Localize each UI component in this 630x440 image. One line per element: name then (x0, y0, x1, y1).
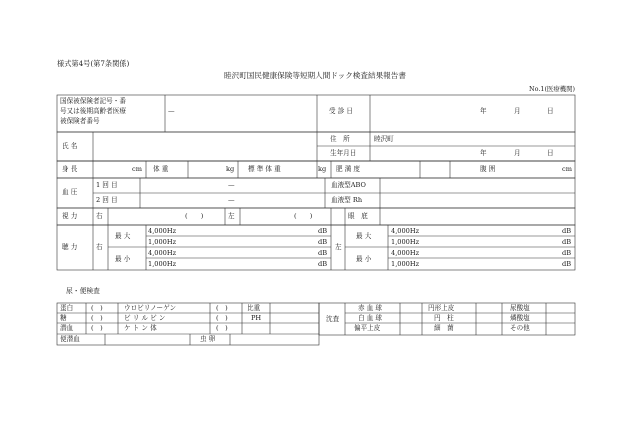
urine-sugar-field[interactable]: ( ) (91, 314, 103, 322)
vision-right-label: 右 (96, 212, 103, 220)
bilirubin-field[interactable]: ( ) (216, 314, 228, 322)
urine-blood-label: 潜血 (60, 324, 74, 332)
hearing-left-min-label: 最 小 (356, 255, 372, 263)
page-title: 睦沢町国民健康保険等短期人間ドック検査結果報告書 (224, 71, 406, 80)
db-unit: dB (318, 260, 328, 268)
page-number: No.1(医療機関) (529, 85, 575, 93)
parasite-egg-label: 虫 卵 (200, 335, 216, 343)
waist-label: 腹 囲 (480, 165, 496, 173)
vision-label: 視 力 (62, 212, 78, 220)
hearing-left-max-label: 最 大 (356, 232, 372, 240)
hearing-label: 聴 力 (62, 243, 78, 251)
birth-month[interactable]: 月 (514, 149, 521, 157)
waist-unit: cm (562, 165, 572, 173)
urine-protein-label: 蛋白 (60, 304, 74, 312)
db-unit: dB (318, 227, 328, 235)
exam-date-label: 受 診 日 (329, 107, 353, 115)
urine-blood-field[interactable]: ( ) (91, 324, 103, 332)
weight-label: 体 重 (153, 165, 169, 173)
insured-label-2: 号又は後期高齢者医療 (60, 107, 126, 115)
hearing-right-min-4000: 4,000Hz (148, 249, 177, 257)
ketone-label: ケ ト ン 体 (124, 324, 157, 332)
specific-gravity-label: 比重 (247, 304, 261, 312)
stool-blood-label: 便潜血 (60, 335, 80, 343)
weight-unit: kg (226, 165, 235, 173)
db-unit: dB (318, 249, 328, 257)
round-epi-label: 円形上皮 (428, 304, 455, 312)
hearing-left-max-1000: 1,000Hz (391, 238, 420, 246)
blood-type-abo-label: 血液型ABO (331, 181, 366, 189)
db-unit: dB (562, 238, 572, 246)
hearing-right-label: 右 (96, 243, 103, 251)
bp-second-label: 2 回 目 (96, 196, 118, 204)
cast-label: 円 柱 (434, 314, 454, 322)
vision-left-field[interactable]: ( ) (294, 212, 313, 220)
bp-label: 血 圧 (62, 188, 78, 196)
db-unit: dB (562, 260, 572, 268)
rbc-label: 赤 血 球 (358, 304, 382, 312)
other-label: その他 (510, 324, 530, 332)
hearing-left-max-4000: 4,000Hz (391, 227, 420, 235)
insured-number-field[interactable]: — (168, 107, 175, 115)
urine-section-title: 尿・便検査 (66, 287, 100, 295)
hearing-left-label: 左 (335, 243, 342, 251)
squamous-label: 偏平上皮 (354, 324, 381, 332)
birth-day[interactable]: 日 (547, 149, 554, 157)
phosphate-label: 燐酸塩 (510, 314, 530, 322)
birth-year[interactable]: 年 (480, 149, 487, 157)
std-weight-unit: kg (318, 165, 327, 173)
sediment-label: 沈査 (326, 315, 340, 323)
address-field[interactable]: 睦沢町 (374, 135, 394, 143)
db-unit: dB (562, 227, 572, 235)
db-unit: dB (562, 249, 572, 257)
height-unit: cm (132, 165, 142, 173)
hearing-right-max-4000: 4,000Hz (148, 227, 177, 235)
hearing-right-max-label: 最 大 (115, 232, 131, 240)
height-label: 身 長 (62, 165, 78, 173)
insured-label-1: 国保被保険者記号・番 (60, 97, 126, 105)
db-unit: dB (318, 238, 328, 246)
hearing-right-min-label: 最 小 (115, 255, 131, 263)
form-number: 様式第4号(第7条関係) (57, 59, 130, 68)
exam-month[interactable]: 月 (514, 107, 521, 115)
birth-label: 生年月日 (330, 149, 357, 157)
ph-label: PH (251, 314, 262, 322)
name-label: 氏 名 (62, 142, 78, 150)
ketone-field[interactable]: ( ) (216, 324, 228, 332)
exam-year[interactable]: 年 (480, 107, 487, 115)
hearing-left-min-4000: 4,000Hz (391, 249, 420, 257)
urine-sugar-label: 糖 (60, 314, 67, 322)
obesity-label: 肥 満 度 (336, 165, 360, 173)
blood-type-rh-label: 血液型 Rh (331, 196, 363, 204)
bp-first-label: 1 回 目 (96, 181, 118, 189)
wbc-label: 白 血 球 (358, 314, 382, 322)
vision-left-label: 左 (228, 212, 235, 220)
exam-day[interactable]: 日 (547, 107, 554, 115)
name-field[interactable] (94, 133, 316, 160)
fundus-label: 眼 底 (348, 212, 368, 220)
address-label: 住 所 (330, 135, 350, 143)
insured-row-border (57, 95, 575, 132)
bacteria-label: 細 菌 (434, 324, 454, 332)
urobilinogen-field[interactable]: ( ) (216, 304, 228, 312)
bp-first-value[interactable]: — (228, 181, 235, 189)
hearing-right-max-1000: 1,000Hz (148, 238, 177, 246)
urate-label: 尿酸塩 (510, 304, 530, 312)
std-weight-label: 標 準 体 重 (248, 165, 281, 173)
bilirubin-label: ビ リ ル ビ ン (124, 314, 166, 322)
hearing-left-min-1000: 1,000Hz (391, 260, 420, 268)
insured-label-3: 被保険者番号 (60, 117, 100, 125)
hearing-right-min-1000: 1,000Hz (148, 260, 177, 268)
urine-protein-field[interactable]: ( ) (91, 304, 103, 312)
urobilinogen-label: ウロビリノーゲン (124, 304, 177, 312)
bp-second-value[interactable]: — (228, 196, 235, 204)
vision-right-field[interactable]: ( ) (185, 212, 204, 220)
